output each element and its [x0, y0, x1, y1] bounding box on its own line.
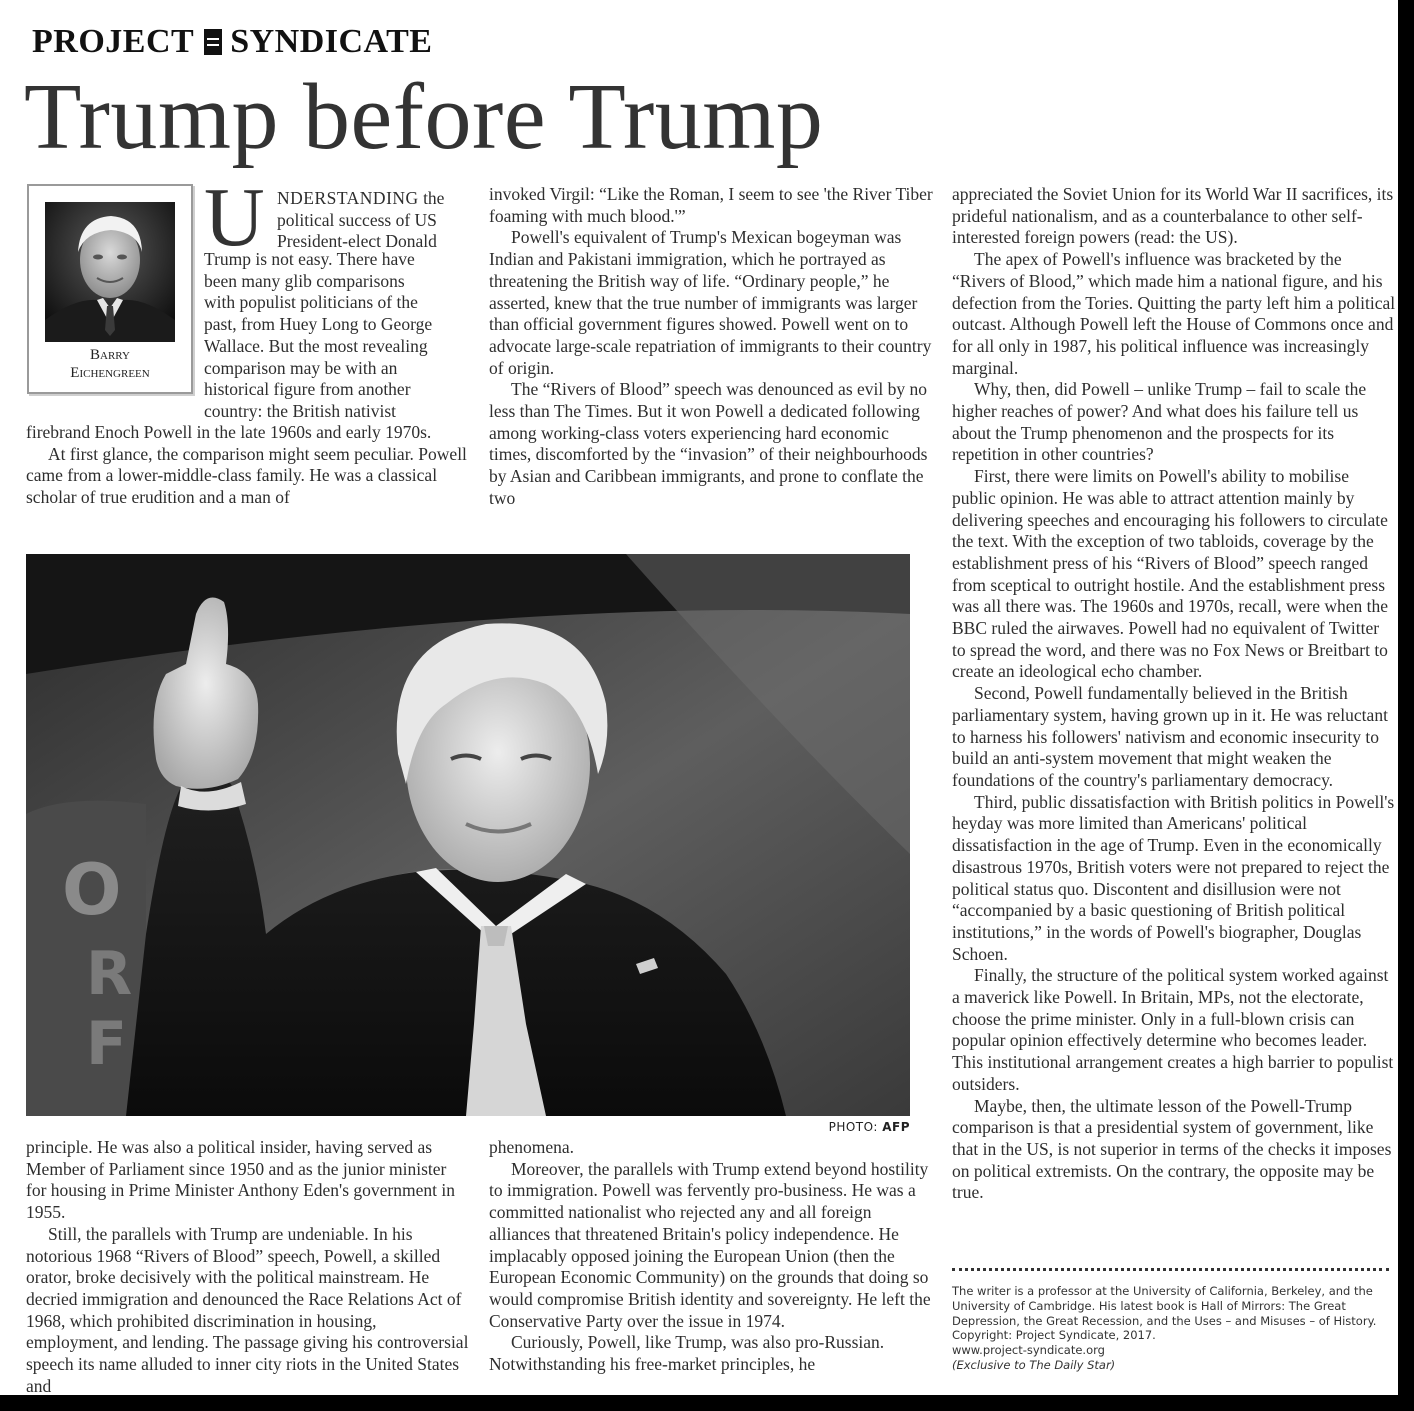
page-edge-right — [1398, 0, 1414, 1411]
svg-text:F: F — [86, 1009, 127, 1079]
exclusive-note: (Exclusive to The Daily Star) — [952, 1357, 1116, 1372]
website-link[interactable]: www.project-syndicate.org — [952, 1343, 1105, 1358]
copyright: Copyright: Project Syndicate, 2017. — [952, 1328, 1156, 1343]
paragraph: firebrand Enoch Powell in the late 1960s and early 1970s. — [26, 422, 432, 442]
svg-text:O: O — [62, 849, 122, 931]
author-box — [27, 184, 193, 394]
svg-text:R: R — [86, 939, 133, 1009]
paragraph: Powell's equivalent of Trump's Mexican bogeyman was Indian and Pakistani immigration, which he portrayed as threatening the British way of life. “Ordinary people,” he asserted, knew that the true number of immigrants was larger than official government figures showed. Powell went on to advocate large-scale repatriation of immigrants to their country of origin. — [489, 227, 932, 378]
main-photo — [26, 554, 910, 1116]
syndicate-logo-icon — [204, 29, 222, 55]
author-photo — [45, 202, 175, 342]
paragraph: Still, the parallels with Trump are undeniable. In his notorious 1968 “Rivers of Blood” speech, Powell, a skilled orator, broke decisively with the political mainstream. He decried immigration and denounced the Race Relations Act of 1968, which prohibited discrimination in housing, employment, and lending. The passage giving his controversial speech its name alluded to inner city riots in the United States and — [26, 1223, 469, 1396]
col1-narrow-line: with populist politicians of the — [204, 292, 418, 313]
lead-line-2: political success of US — [277, 209, 437, 230]
paragraph: Maybe, then, the ultimate lesson of the Powell-Trump comparison is that a presidential system of government, like that in the US, is not superior in terms of the checks it imposes on political extremists. On the contrary, the opposite may be true. — [952, 1095, 1392, 1203]
column-1-top — [26, 422, 470, 509]
col1-narrow-line: Wallace. But the most revealing — [204, 335, 428, 356]
col1-narrow-line: been many glib comparisons — [204, 270, 405, 291]
photo-credit-source: AFP — [882, 1120, 910, 1134]
paragraph: The “Rivers of Blood” speech was denounced as evil by no less than The Times. But it won Powell a dedicated following among working-class voters experiencing hard economic times, discomforted by the “invasion” of their neighbourhoods by Asian and Caribbean immigrants, and prone to conflate the two — [489, 379, 928, 508]
col1-narrow-line: past, from Huey Long to George — [204, 314, 433, 335]
photo-credit-label: PHOTO: — [828, 1120, 883, 1134]
headline: Trump before Trump — [24, 65, 824, 169]
paragraph: appreciated the Soviet Union for its World War II sacrifices, its prideful nationalism, and as a counterbalance to other self-interested foreign powers (read: the US). — [952, 184, 1394, 248]
paragraph: phenomena. — [489, 1137, 575, 1157]
paragraph: Second, Powell fundamentally believed in the British parliamentary system, having grown up in it. He was reluctant to harness his followers' nativism and economic insecurity to build an anti-system movement that might weaken the foundations of the country's parliamentary democracy. — [952, 683, 1388, 790]
paragraph: Finally, the structure of the political system worked against a maverick like Powell. In Britain, MPs, not the electorate, choose the prime minister. Only in a full-blown crisis can popular opinion effectively determine who becomes leader. This institutional arrangement creates a high barrier to populist outsiders. — [952, 965, 1394, 1094]
author-last-name: Eichengreen — [70, 365, 150, 381]
author-name — [29, 346, 191, 382]
masthead-logo — [32, 24, 432, 60]
lead-first-lines — [277, 188, 444, 253]
paragraph: principle. He was also a political insider, having served as Member of Parliament since 1950 and as the junior minister for housing in Prime Minister Anthony Eden's government in 1955. — [26, 1137, 455, 1223]
lead-caps: NDERSTANDING — [277, 188, 419, 208]
lead-line-1 — [277, 188, 444, 210]
paragraph: Curiously, Powell, like Trump, was also pro-Russian. Notwithstanding his free-market principles, he — [489, 1332, 885, 1375]
paragraph: Why, then, did Powell – unlike Trump – fail to scale the higher reaches of power? And what does his failure tell us about the Trump phenomenon and the prospects for its repetition in other countries? — [952, 379, 1367, 465]
col1-narrow-line: country: the British nativist — [204, 400, 396, 421]
column-1-bottom — [26, 1137, 470, 1397]
paragraph: Moreover, the parallels with Trump extend beyond hostility to immigration. Powell was fervently pro-business. He was a committed nationalist who rejected any and all foreign alliances that threatened Britain's policy independence. He implacably opposed joining the European Union (then the European Economic Community) on the grounds that doing so would compromise British identity and sovereignty. He left the Conservative Party over the issue in 1974. — [489, 1158, 931, 1331]
masthead-right: SYNDICATE — [230, 23, 433, 60]
paragraph: The apex of Powell's influence was bracketed by the “Rivers of Blood,” which made him a national figure, and his defection from the Tories. Quitting the party left him a political outcast. Although Powell left the House of Commons once and for all only in 1987, his political influence was increasingly marginal. — [952, 249, 1396, 378]
col1-narrow-line: historical figure from another — [204, 379, 411, 400]
author-first-name: Barry — [90, 347, 130, 363]
article-footer — [952, 1284, 1388, 1373]
col1-narrow-line: comparison may be with an — [204, 357, 398, 378]
column-2-top — [489, 184, 935, 510]
col1-narrow-line: Trump is not easy. There have — [204, 249, 415, 269]
author-bio: The writer is a professor at the University of California, Berkeley, and the University of Cambridge. His latest book is Hall of Mirrors: The Great Depression, the Great Recession, and the Uses – and Misuses – of History. — [952, 1284, 1377, 1328]
dotted-divider — [952, 1268, 1389, 1271]
paragraph: invoked Virgil: “Like the Roman, I seem to see 'the River Tiber foaming with much blood.'” — [489, 184, 933, 226]
paragraph: First, there were limits on Powell's ability to mobilise public opinion. He was able to attract attention mainly by delivering speeches and encouraging his followers to circulate the text. With the exception of two tabloids, coverage by the establishment press of his “Rivers of Blood” speech ranged from sceptical to outright hostile. And the establishment press was all there was. The 1960s and 1970s, recall, were when the BBC ruled the airwaves. Powell had no equivalent of Twitter to spread the word, and there was no Fox News or Breitbart to create an ideological echo chamber. — [952, 466, 1389, 682]
column-3 — [952, 184, 1396, 1204]
photo-credit — [790, 1120, 910, 1134]
paragraph: At first glance, the comparison might seem peculiar. Powell came from a lower-middle-class family. He was a classical scholar of true erudition and a man of — [26, 443, 467, 508]
column-1-narrow — [204, 249, 472, 423]
lead-line-1-rest: the — [418, 188, 445, 208]
column-2-bottom — [489, 1137, 935, 1376]
lead-line-3: President-elect Donald — [277, 231, 437, 252]
masthead-left: PROJECT — [32, 23, 195, 60]
drop-cap: U — [204, 171, 265, 264]
paragraph: Third, public dissatisfaction with British politics in Powell's heyday was more limited than Americans' political dissatisfaction in the age of Trump. Even in the economically disastrous 1970s, British voters were not prepared to reject the political status quo. Discontent and disillusion were not “accompanied by a basic questioning of British political institutions,” in the words of Powell's biographer, Douglas Schoen. — [952, 791, 1395, 964]
